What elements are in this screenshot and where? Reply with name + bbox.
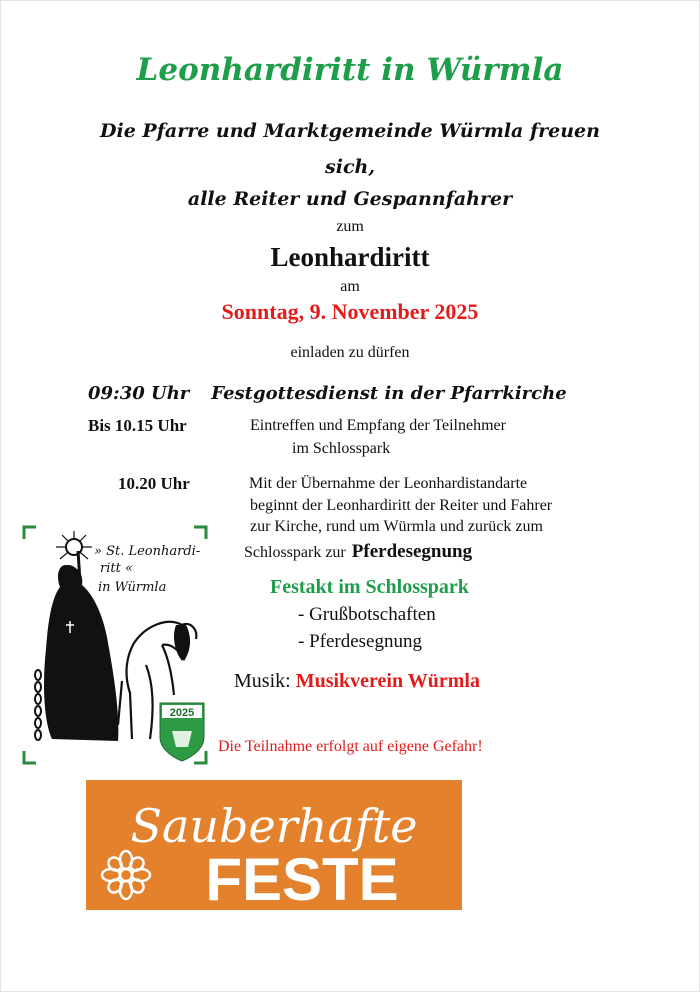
risk-warning: Die Teilnahme erfolgt auf eigene Gefahr! [218, 738, 483, 755]
program-item-0 [88, 383, 567, 404]
emblem-caption-2: ritt « [100, 561, 133, 576]
event-date: Sonntag, 9. November 2025 [221, 299, 479, 324]
coat-of-arms-icon [160, 703, 204, 761]
program-item-2-line-1: Mit der Übernahme der Leonhardistandarte [249, 475, 528, 492]
program-item-0-time: 09:30 Uhr [88, 383, 190, 404]
festakt-item-2: - Pferdesegnung [298, 631, 422, 652]
program-item-1-line-1: Eintreffen und Empfang der Teilnehmer [250, 417, 506, 434]
sauberhafte-feste-artwork [86, 780, 462, 910]
festakt-item-1: - Grußbotschaften [298, 604, 436, 625]
emblem-illustration [22, 525, 208, 765]
banner-word-1: Sauberhafte [130, 799, 418, 853]
musik-name: Musikverein Würmla [295, 670, 480, 692]
intro-line-1: Die Pfarre und Marktgemeinde Würmla freuen [100, 120, 600, 142]
program-item-0-text: Festgottesdienst in der Pfarrkirche [211, 383, 567, 404]
emblem-year: 2025 [169, 707, 195, 719]
musik-label: Musik: [234, 670, 291, 692]
program-item-2-line-4-prefix: Schlosspark zur [244, 544, 346, 561]
intro-am: am [340, 278, 360, 295]
program-item-2-time: 10.20 Uhr [118, 474, 190, 493]
st-leonhard-emblem [22, 525, 208, 765]
banner-word-2: FESTE [205, 846, 399, 910]
intro-einladen: einladen zu dürfen [290, 344, 410, 361]
program-item-2-line-4-bold: Pferdesegnung [351, 541, 473, 562]
page-title: Leonhardiritt in Würmla [136, 52, 564, 88]
program-item-1-line-2: im Schlosspark [292, 440, 391, 457]
program-item-2-line-3: zur Kirche, rund um Würmla und zurück zum [250, 518, 543, 535]
intro-zum: zum [336, 218, 364, 235]
flower-icon [102, 851, 150, 899]
festakt-title: Festakt im Schlosspark [270, 576, 469, 598]
musik-line [234, 670, 480, 693]
event-name: Leonhardiritt [270, 242, 430, 272]
program-item-2-line-4 [244, 541, 472, 563]
intro-line-2: sich, [325, 156, 375, 178]
program-item-2-line-2: beginnt der Leonhardiritt der Reiter und Fahrer [250, 497, 553, 514]
program-item-1-time: Bis 10.15 Uhr [88, 416, 187, 435]
emblem-caption-3: in Würmla [98, 580, 167, 595]
sauberhafte-feste-logo [86, 780, 462, 910]
intro-line-3: alle Reiter und Gespannfahrer [187, 188, 513, 210]
emblem-caption-1: » St. Leonhardi- [94, 544, 201, 559]
